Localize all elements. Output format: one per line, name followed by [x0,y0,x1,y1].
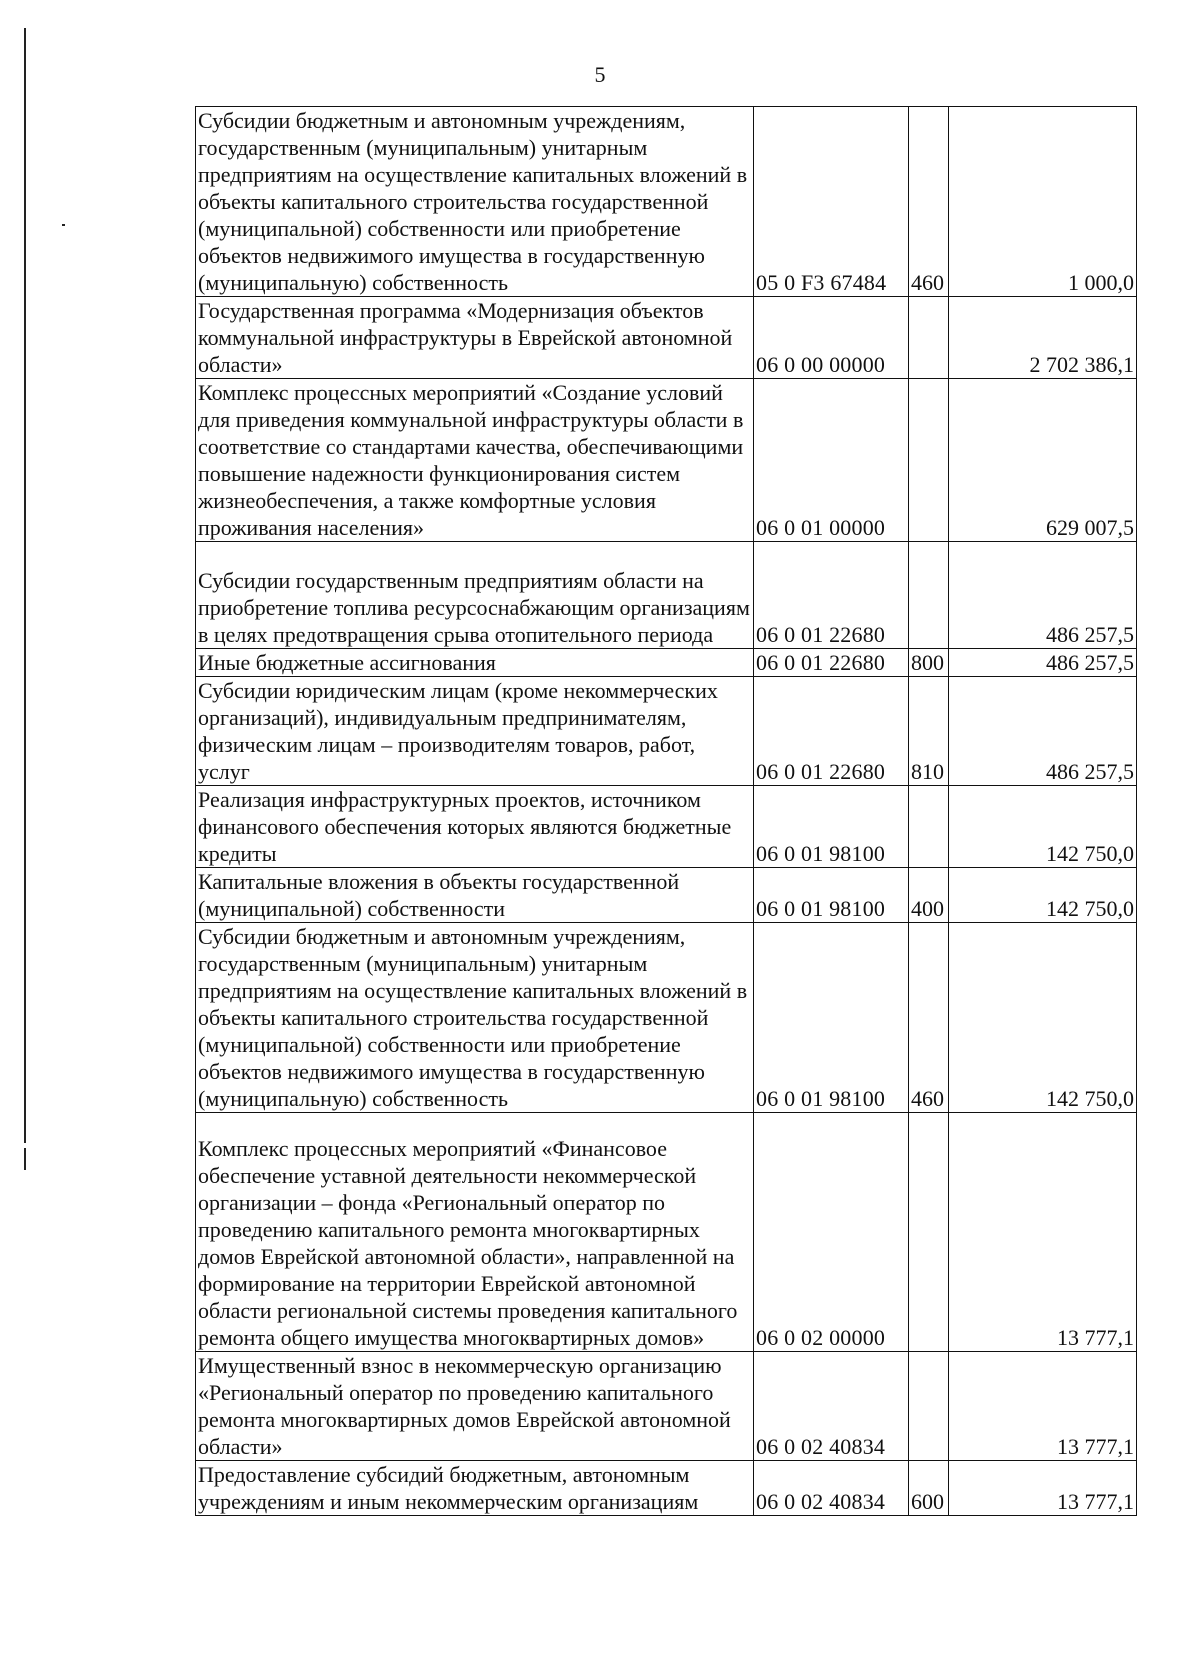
row-name: Имущественный взнос в некоммерческую организацию «Региональный оператор по проведению капитального ремонта многоквартирных домов Еврейской автономной области» [196,1352,754,1461]
row-amount: 2 702 386,1 [949,297,1137,379]
table-row [196,868,1137,923]
table-row [196,542,1137,649]
row-name: Предоставление субсидий бюджетным, автономным учреждениям и иным некоммерческим организациям [196,1461,754,1516]
row-amount: 13 777,1 [949,1113,1137,1352]
row-amount: 1 000,0 [949,107,1137,297]
row-expense-type [909,786,949,868]
table-row [196,297,1137,379]
row-name: Комплекс процессных мероприятий «Создание условий для приведения коммунальной инфраструктуры области в соответствие со стандартами качества, обеспечивающими повышение надежности функционирования систем жизнеобеспечения, а также комфортные условия проживания населения» [196,379,754,542]
row-expense-type [909,542,949,649]
budget-table [195,106,1137,1516]
row-code: 06 0 01 98100 [754,923,909,1113]
row-code: 06 0 01 98100 [754,868,909,923]
row-code: 06 0 02 40834 [754,1461,909,1516]
row-amount: 486 257,5 [949,677,1137,786]
row-amount: 142 750,0 [949,868,1137,923]
row-expense-type [909,1113,949,1352]
row-code: 06 0 00 00000 [754,297,909,379]
row-name: Комплекс процессных мероприятий «Финансовое обеспечение уставной деятельности некоммерческой организации – фонда «Региональный оператор по проведению капитального ремонта многоквартирных домов Еврейской автономной области», направленной на формирование на территории Еврейской автономной области региональной системы проведения капитального ремонта общего имущества многоквартирных домов» [196,1113,754,1352]
row-amount: 486 257,5 [949,542,1137,649]
row-code: 06 0 01 22680 [754,677,909,786]
row-code: 06 0 02 40834 [754,1352,909,1461]
row-amount: 13 777,1 [949,1352,1137,1461]
row-amount: 142 750,0 [949,923,1137,1113]
table-row [196,677,1137,786]
row-expense-type: 800 [909,649,949,677]
row-expense-type [909,297,949,379]
table-row [196,786,1137,868]
row-name: Субсидии государственным предприятиям области на приобретение топлива ресурсоснабжающим организациям в целях предотвращения срыва отопительного периода [196,542,754,649]
row-code: 06 0 01 98100 [754,786,909,868]
row-expense-type: 460 [909,923,949,1113]
row-code: 06 0 02 00000 [754,1113,909,1352]
left-margin-line [24,28,26,1143]
row-code: 06 0 01 22680 [754,649,909,677]
table-row [196,1352,1137,1461]
scan-speck [62,224,65,226]
row-name: Субсидии бюджетным и автономным учреждениям, государственным (муниципальным) унитарным предприятиям на осуществление капитальных вложений в объекты капитального строительства государственной (муниципальной) собственности или приобретение объектов недвижимого имущества в государственную (муниципальную) собственность [196,107,754,297]
table-row [196,1113,1137,1352]
page-number: 5 [594,62,606,87]
row-name: Государственная программа «Модернизация объектов коммунальной инфраструктуры в Еврейской автономной области» [196,297,754,379]
row-amount: 629 007,5 [949,379,1137,542]
row-expense-type [909,1352,949,1461]
row-amount: 142 750,0 [949,786,1137,868]
row-code: 05 0 F3 67484 [754,107,909,297]
row-code: 06 0 01 22680 [754,542,909,649]
row-expense-type: 810 [909,677,949,786]
row-name: Иные бюджетные ассигнования [196,649,754,677]
row-name: Субсидии юридическим лицам (кроме некоммерческих организаций), индивидуальным предпринимателям, физическим лицам – производителям товаров, работ, услуг [196,677,754,786]
row-expense-type [909,379,949,542]
table-row [196,1461,1137,1516]
row-code: 06 0 01 00000 [754,379,909,542]
left-margin-line-fragment [24,1148,26,1170]
row-amount: 13 777,1 [949,1461,1137,1516]
row-expense-type: 400 [909,868,949,923]
table-row [196,649,1137,677]
row-amount: 486 257,5 [949,649,1137,677]
table-row [196,107,1137,297]
row-name: Субсидии бюджетным и автономным учреждениям, государственным (муниципальным) унитарным предприятиям на осуществление капитальных вложений в объекты капитального строительства государственной (муниципальной) собственности или приобретение объектов недвижимого имущества в государственную (муниципальную) собственность [196,923,754,1113]
row-expense-type: 460 [909,107,949,297]
table-row [196,379,1137,542]
row-name: Реализация инфраструктурных проектов, источником финансового обеспечения которых являются бюджетные кредиты [196,786,754,868]
row-expense-type: 600 [909,1461,949,1516]
row-name: Капитальные вложения в объекты государственной (муниципальной) собственности [196,868,754,923]
table-row [196,923,1137,1113]
